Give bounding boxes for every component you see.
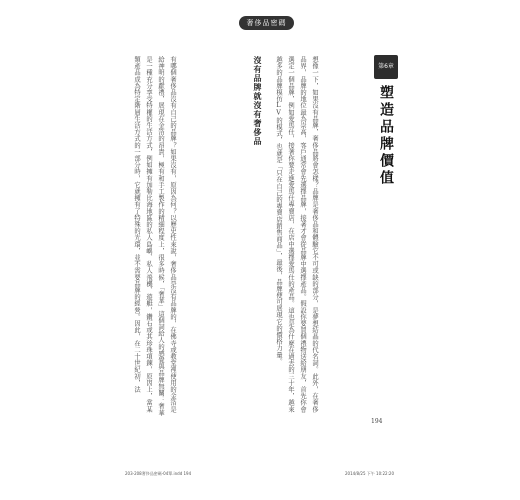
chapter-title: 塑造品牌價值	[378, 85, 394, 187]
chapter-heading-block	[372, 55, 400, 187]
print-footer-filename: 203-208奢侈品密碼-04單.indd 194	[125, 471, 192, 476]
section-heading: 沒有品牌就沒有奢侈品	[253, 56, 262, 146]
body-paragraph-intro: 想像一下，如果沒有品牌，奢侈品將會怎樣？品牌是奢侈品和體驗它不可或缺的部分，是夢想結晶的代名詞。此外，在奢侈品界，品牌的地位最為崇高，客戶通常會先選擇品牌，接著才會從品牌中選擇產品。假設你要買個禮物送給朋友，首先你會選定一個品牌，例如愛馬仕，接著你要走進愛馬仕專賣店，在店中選擇愛馬仕的產品。這也是為什麼在過去的三十年，越來越多的品牌模仿LV的模式，也就是「只在自己的專賣店銷售商品」，最後，品牌便可展現它的價格力量。	[275, 56, 318, 413]
page-number: 194	[371, 418, 383, 425]
running-header-badge: 奢侈品密碼	[239, 16, 294, 30]
print-footer-timestamp: 2014/8/25 下午 10:22:20	[345, 471, 395, 476]
body-paragraph-section: 有哪個奢侈品沒有自己的品牌？如果沒有，原因為何？以歷史性來說，奢侈品是沒有品牌的，在佛寺或教堂裡使用的金箔是給神明的獻禮，展現在金箔的昂貴，極有和手工製作的精細程度上，很多時候，「奢華」這個詞給人的感覺與品牌無關：奢華是一種充分享受特權的生活方式，例如擁有加勒比海地區的私人島嶼、私人飛機、遊艇，鑽石或其珍珠項鍊，原因上，當某類產品成為特定階層生活方式的一部分時，它就擁有了特殊的光環，並不需要品牌的經營。因此，在二十世紀初，法	[133, 56, 176, 416]
chapter-number-badge: 第6章	[374, 55, 398, 79]
